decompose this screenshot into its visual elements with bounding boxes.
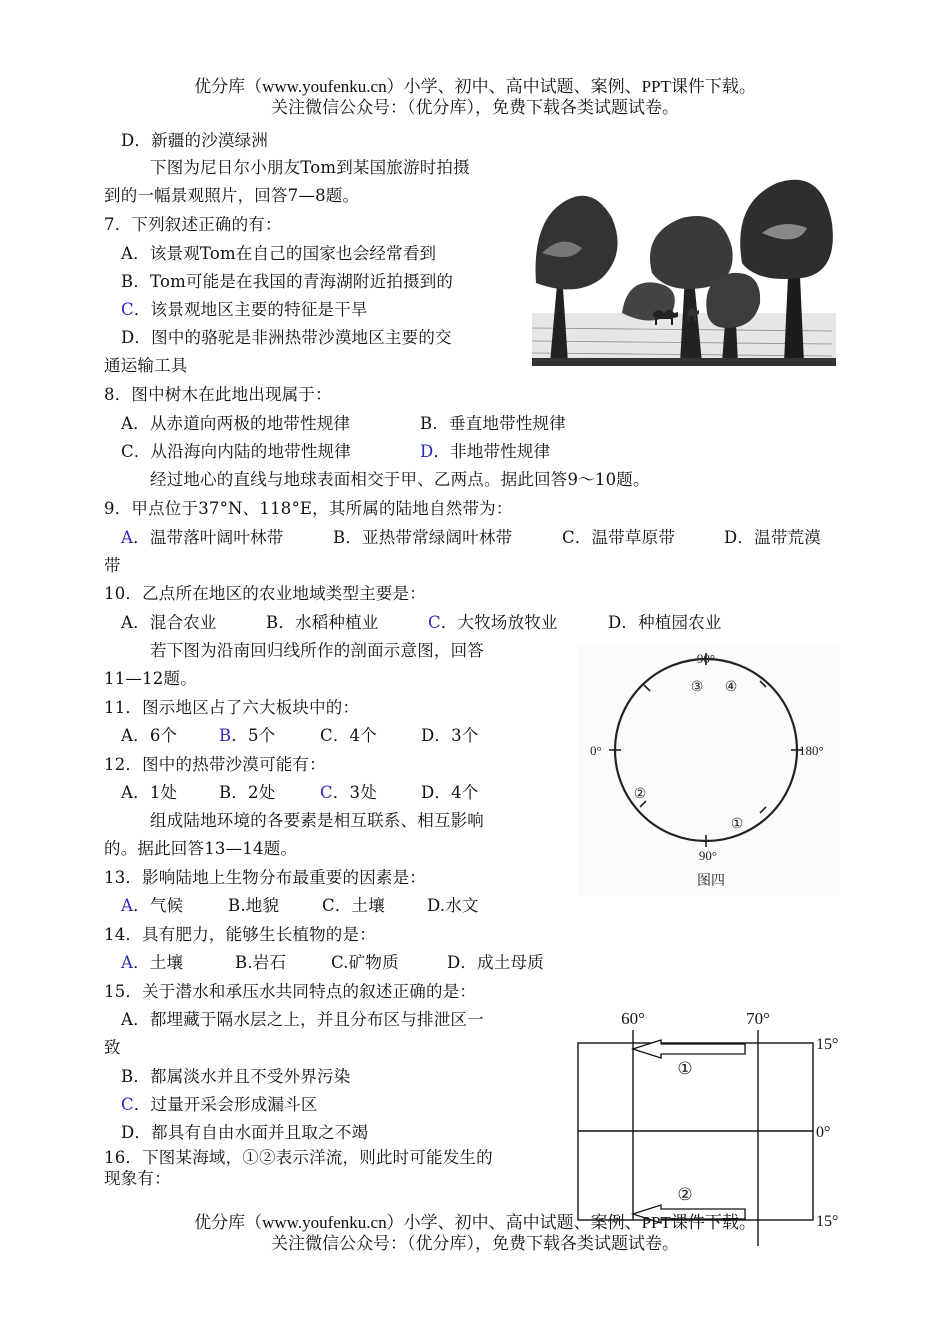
intro-11-12-line2: 11—12题。	[104, 669, 197, 688]
answer-letter: A	[121, 953, 134, 972]
header-line-2: 关注微信公众号：（优分库），免费下载各类试题试卷。	[271, 98, 679, 117]
option-12a: A．1处	[121, 783, 178, 802]
option-7b: B．Tom可能是在我国的青海湖附近拍摄到的	[121, 272, 454, 291]
intro-11-12-line1: 若下图为沿南回归线所作的剖面示意图，回答	[150, 641, 484, 660]
label-0: 0°	[590, 743, 602, 758]
option-12b: B．2处	[219, 783, 276, 802]
lon-70-label: 70°	[746, 1009, 770, 1028]
intro-13-14-line2: 的。据此回答13—14题。	[104, 839, 298, 858]
option-10a: A．混合农业	[121, 613, 217, 632]
footer-line-1: 优分库（www.youfenku.cn）小学、初中、高中试题、案例、PPT课件下载。	[194, 1213, 756, 1232]
question-7: 7．下列叙述正确的有：	[104, 215, 282, 234]
question-12: 12．图中的热带沙漠可能有：	[104, 755, 326, 774]
footer-line-2: 关注微信公众号：（优分库），免费下载各类试题试卷。	[271, 1234, 679, 1253]
marker-3: ③	[690, 679, 704, 695]
lat-15-bottom-label: 15°	[816, 1213, 839, 1230]
marker-2: ②	[633, 786, 647, 802]
option-8b: B．垂直地带性规律	[420, 414, 566, 433]
option-15b: B．都属淡水并且不受外界污染	[121, 1067, 351, 1086]
answer-letter: C	[428, 613, 441, 632]
answer-letter: A	[121, 528, 134, 547]
label-90-top: 90°	[696, 651, 716, 666]
option-7a: A．该景观Tom在自己的国家也会经常看到	[121, 244, 437, 263]
option-10b: B．水稻种植业	[266, 613, 379, 632]
option-9d-cont: 带	[104, 556, 121, 575]
question-11: 11．图示地区占了六大板块中的：	[104, 698, 360, 717]
option-12d: D．4个	[421, 783, 479, 802]
lat-15-top-label: 15°	[816, 1036, 839, 1053]
option-9d: D．温带荒漠	[724, 528, 821, 547]
page-header	[0, 76, 950, 118]
option-14c: C.矿物质	[331, 953, 399, 972]
option-8c: C．从沿海向内陆的地带性规律	[121, 442, 351, 461]
question-10: 10．乙点所在地区的农业地域类型主要是：	[104, 584, 426, 603]
option-12c: C．3处	[320, 783, 377, 802]
current-2-label: ②	[677, 1185, 693, 1205]
option-11d: D．3个	[421, 726, 479, 745]
question-14: 14．具有肥力，能够生长植物的是：	[104, 925, 376, 944]
question-9: 9．甲点位于37°N、118°E，其所属的陆地自然带为：	[104, 499, 513, 518]
answer-letter: C	[121, 1095, 134, 1114]
tropic-cross-section-diagram	[578, 645, 840, 895]
lon-60-label: 60°	[621, 1009, 645, 1028]
option-11b: B．5个	[219, 726, 276, 745]
page-footer	[0, 1212, 950, 1254]
option-7d: D．图中的骆驼是非洲热带沙漠地区主要的交	[121, 328, 452, 347]
lat-0-label: 0°	[816, 1124, 831, 1141]
option-14d: D．成土母质	[447, 953, 544, 972]
option-9b: B．亚热带常绿阔叶林带	[333, 528, 513, 547]
option-15a: A．都埋藏于隔水层之上，并且分布区与排泄区一	[121, 1010, 484, 1029]
option-15a-cont: 致	[104, 1038, 121, 1057]
header-line-1: 优分库（www.youfenku.cn）小学、初中、高中试题、案例、PPT课件下载。	[194, 77, 756, 96]
option-11c: C．4个	[320, 726, 377, 745]
option-14b: B.岩石	[235, 953, 287, 972]
label-180: 180°	[799, 743, 824, 758]
option-10d: D．种植园农业	[608, 613, 722, 632]
question-8: 8．图中树木在此地出现属于：	[104, 385, 332, 404]
option-15c: C．过量开采会形成漏斗区	[121, 1095, 318, 1114]
option-11a: A．6个	[121, 726, 178, 745]
option-15d: D．都具有自由水面并且取之不竭	[121, 1123, 369, 1142]
option-10c: C．大牧场放牧业	[428, 613, 558, 632]
option-9a: A．温带落叶阔叶林带	[121, 528, 284, 547]
option-14a: A．土壤	[121, 953, 184, 972]
intro-7-8-line2: 到的一幅景观照片，回答7—8题。	[104, 186, 360, 205]
option-13c: C．土壤	[322, 896, 385, 915]
option-13a: A．气候	[121, 896, 184, 915]
option-9c: C．温带草原带	[562, 528, 676, 547]
intro-7-8-line1: 下图为尼日尔小朋友Tom到某国旅游时拍摄	[150, 158, 470, 177]
option-8a: A．从赤道向两极的地带性规律	[121, 414, 351, 433]
option-7d-cont: 通运输工具	[104, 356, 188, 375]
landscape-photo	[532, 163, 836, 366]
answer-letter: C	[320, 783, 333, 802]
question-16-cont: 现象有：	[104, 1169, 171, 1188]
question-16: 16．下图某海域，①②表示洋流，则此时可能发生的	[104, 1148, 493, 1167]
option-8d: D．非地带性规律	[420, 442, 551, 461]
option-7c: C．该景观地区主要的特征是干旱	[121, 300, 368, 319]
intro-13-14-line1: 组成陆地环境的各要素是相互联系、相互影响	[150, 811, 484, 830]
answer-letter: D	[420, 442, 434, 461]
marker-4: ④	[724, 679, 738, 695]
answer-letter: B	[219, 726, 232, 745]
question-15: 15．关于潜水和承压水共同特点的叙述正确的是：	[104, 982, 477, 1001]
option-13b: B.地貌	[228, 896, 280, 915]
marker-1: ①	[730, 816, 744, 832]
question-13: 13．影响陆地上生物分布最重要的因素是：	[104, 868, 426, 887]
intro-9-10: 经过地心的直线与地球表面相交于甲、乙两点。据此回答9～10题。	[150, 470, 650, 489]
figure-caption: 图四	[697, 873, 725, 889]
option-6d: D．新疆的沙漠绿洲	[121, 131, 269, 150]
current-1-label: ①	[677, 1059, 693, 1079]
answer-letter: A	[121, 896, 134, 915]
option-13d: D.水文	[427, 896, 479, 915]
answer-letter: C	[121, 300, 134, 319]
label-90-bottom: 90°	[698, 848, 718, 863]
